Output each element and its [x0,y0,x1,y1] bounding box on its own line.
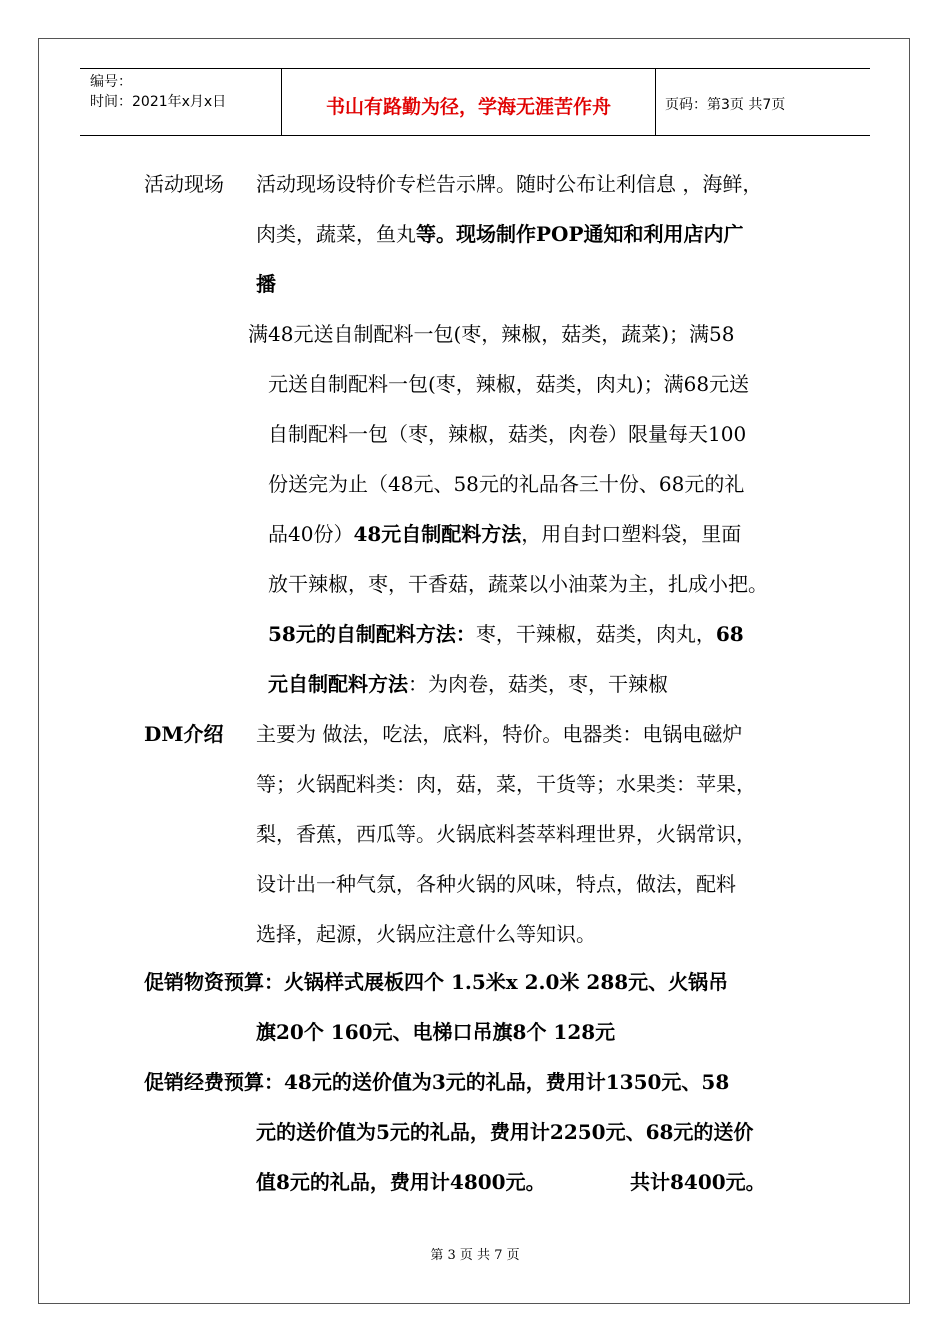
dm-text-line: 等；火锅配料类：肉，菇，菜，干货等；水果类：苹果， [256,772,756,796]
dm-text-line: 设计出一种气氛，各种火锅的风味，特点，做法，配料 [256,872,736,896]
header-motto: 书山有路勤为径，学海无涯苦作舟 [282,69,656,135]
dm-text-line: 选择，起源，火锅应注意什么等知识。 [256,922,596,946]
live-text-line [268,671,668,697]
text-run: 枣，干辣椒，菇类，肉丸， [475,622,716,646]
page-footer: 第 3 页 共 7 页 [430,1248,520,1263]
expense-budget-line: 元的送价值为5元的礼品，费用计2250元、68元的送价 [256,1120,754,1144]
text-run-bold: 68 [715,622,744,646]
text-run: 肉类，蔬菜，鱼丸 [256,222,416,246]
expense-budget-line: 促销经费预算：48元的送价值为3元的礼品，费用计1350元、58 [144,1070,730,1094]
document-date: 时间：2021年x月x日 [90,94,227,110]
live-text-line [268,621,744,647]
live-text-line: 份送完为止（48元、58元的礼品各三十份、68元的礼 [268,472,745,496]
expense-budget-line: 值8元的礼品，费用计4800元。 [256,1170,546,1194]
materials-budget-line: 旗20个 160元、电梯口吊旗8个 128元 [256,1020,616,1044]
dm-text-line: 主要为 做法，吃法，底料，特价。电器类：电锅电磁炉 [256,722,743,746]
text-run-bold: 元自制配料方法 [268,672,408,696]
text-run-bold: 等。现场制作POP通知和利用店内广 [416,222,744,246]
header-page-info: 页码：第3页 共7页 [665,97,786,113]
section-label-live: 活动现场 [144,172,224,196]
expense-total: 共计8400元。 [630,1170,766,1194]
text-run: 品40份） [268,522,354,546]
live-text-line: 放干辣椒，枣，干香菇，蔬菜以小油菜为主，扎成小把。 [268,572,768,596]
dm-text-line: 梨，香蕉，西瓜等。火锅底料荟萃料理世界，火锅常识， [256,822,756,846]
section-label-dm: DM介绍 [144,722,224,746]
text-run: ，用自封口塑料袋，里面 [521,522,742,546]
live-text-line: 自制配料一包（枣，辣椒，菇类，肉卷）限量每天100 [268,422,747,446]
live-text-line: 播 [256,272,276,296]
text-run-bold: 48元自制配料方法 [353,522,522,546]
header-meta [80,69,282,135]
document-number-label: 编号： [90,74,132,90]
materials-budget-line: 促销物资预算：火锅样式展板四个 1.5米x 2.0米 288元、火锅吊 [144,970,729,994]
live-text-line: 活动现场设特价专栏告示牌。随时公布让利信息 ，海鲜， [256,172,763,196]
live-text-line: 满48元送自制配料一包(枣，辣椒，菇类，蔬菜)；满58 [248,322,735,346]
text-run-bold: 58元的自制配料方法： [268,622,476,646]
page-header [80,68,870,136]
live-text-line [268,521,741,547]
live-text-line: 元送自制配料一包(枣，辣椒，菇类，肉丸)；满68元送 [268,372,750,396]
live-text-line [256,221,744,247]
text-run: ：为肉卷，菇类，枣，干辣椒 [408,672,668,696]
